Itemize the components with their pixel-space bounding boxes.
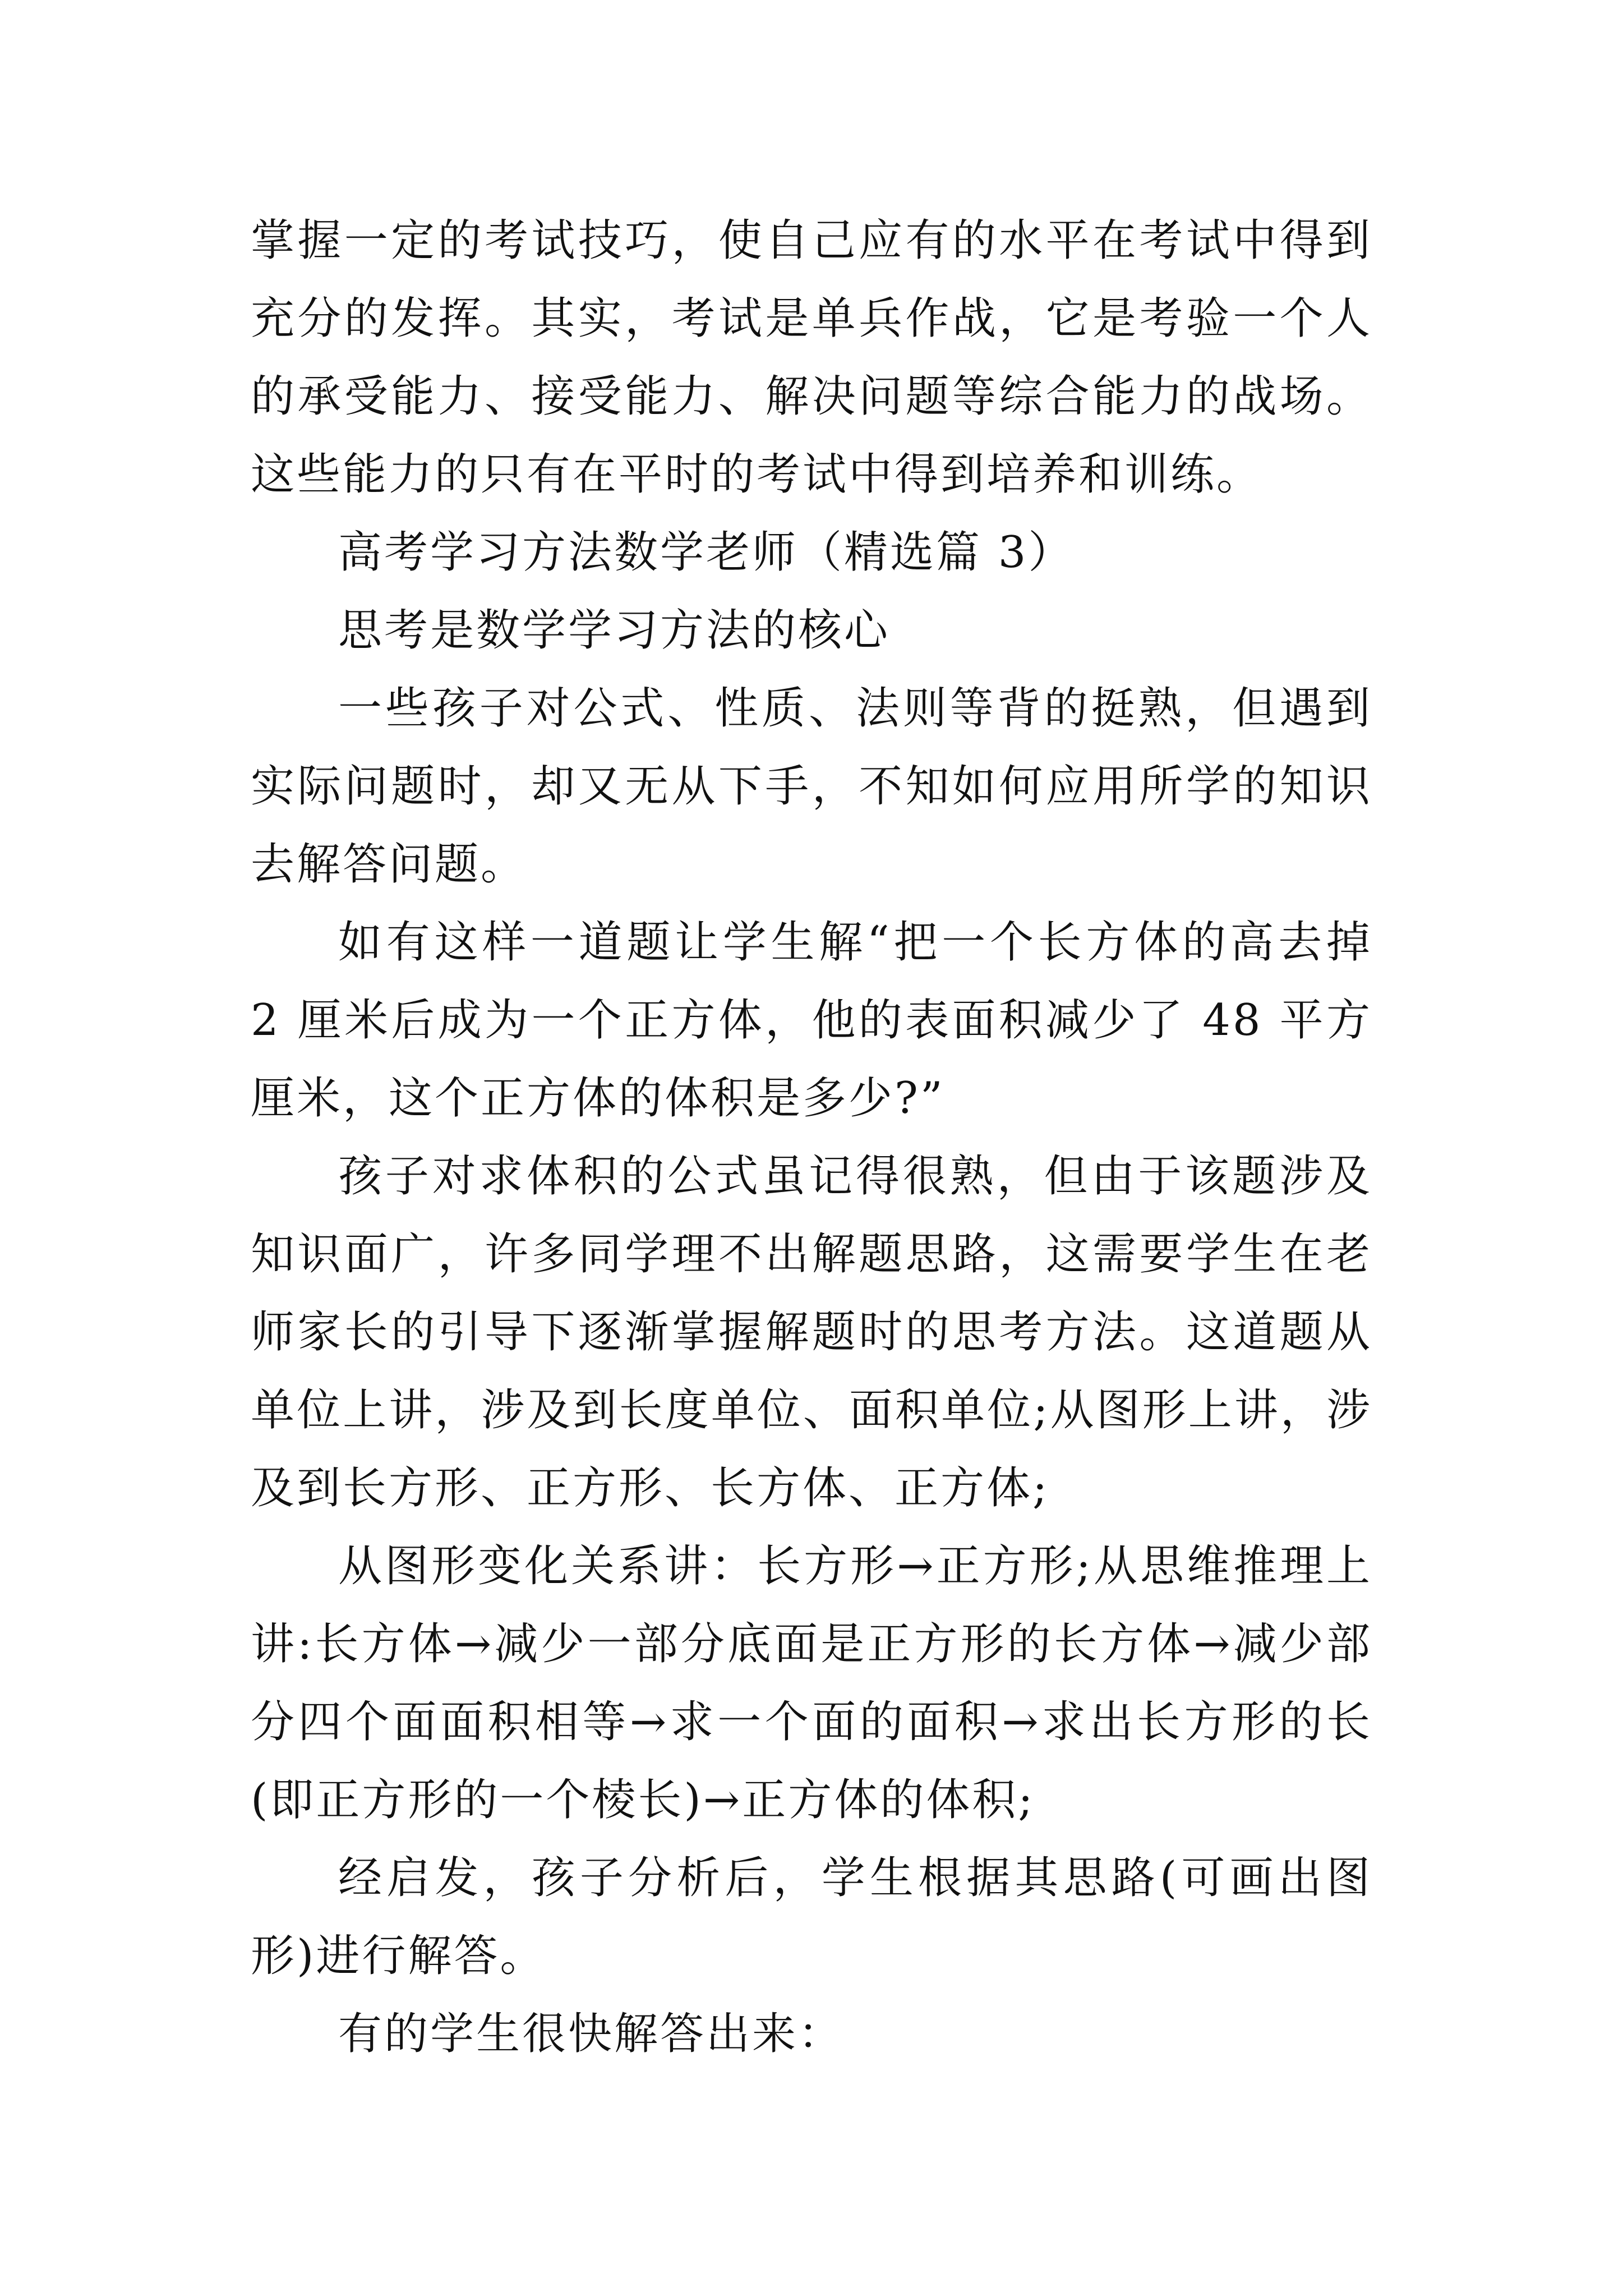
section-heading: 高考学习方法数学老师（精选篇 3） — [338, 527, 1075, 578]
paragraph-reasoning-chain: 从图形变化关系讲：长方形→正方形;从思维推理上讲:长方体→减少一部分底面是正方形的长方体→减少部分四个面面积相等→求一个面的面积→求出长方形的长(即正方形的一个棱长)→正方体的体积; — [251, 1541, 1372, 1825]
paragraph-analysis: 孩子对求体积的公式虽记得很熟，但由于该题涉及知识面广，许多同学理不出解题思路，这需要学生在老师家长的引导下逐渐掌握解题时的思考方法。这道题从单位上讲，涉及到长度单位、面积单位;从图形上讲，涉及到长方形、正方形、长方体、正方体; — [251, 1151, 1372, 1513]
paragraph-guidance: 经启发，孩子分析后，学生根据其思路(可画出图形)进行解答。 — [251, 1853, 1372, 1981]
subsection-heading: 思考是数学学习方法的核心 — [338, 605, 891, 656]
paragraph-exam-skills: 掌握一定的考试技巧，使自己应有的水平在考试中得到充分的发挥。其实，考试是单兵作战，它是考验一个人的承受能力、接受能力、解决问题等综合能力的战场。这些能力的只有在平时的考试中得到培养和训练。 — [251, 215, 1372, 500]
document-body — [251, 202, 1372, 2073]
paragraph-formulas: 一些孩子对公式、性质、法则等背的挺熟，但遇到实际问题时，却又无从下手，不知如何应用所学的知识去解答问题。 — [251, 683, 1372, 890]
paragraph-answer-intro: 有的学生很快解答出来： — [338, 2009, 845, 2059]
paragraph-example-problem: 如有这样一道题让学生解“把一个长方体的高去掉 2 厘米后成为一个正方体，他的表面积减少了 48 平方厘米，这个正方体的体积是多少?” — [251, 917, 1372, 1124]
